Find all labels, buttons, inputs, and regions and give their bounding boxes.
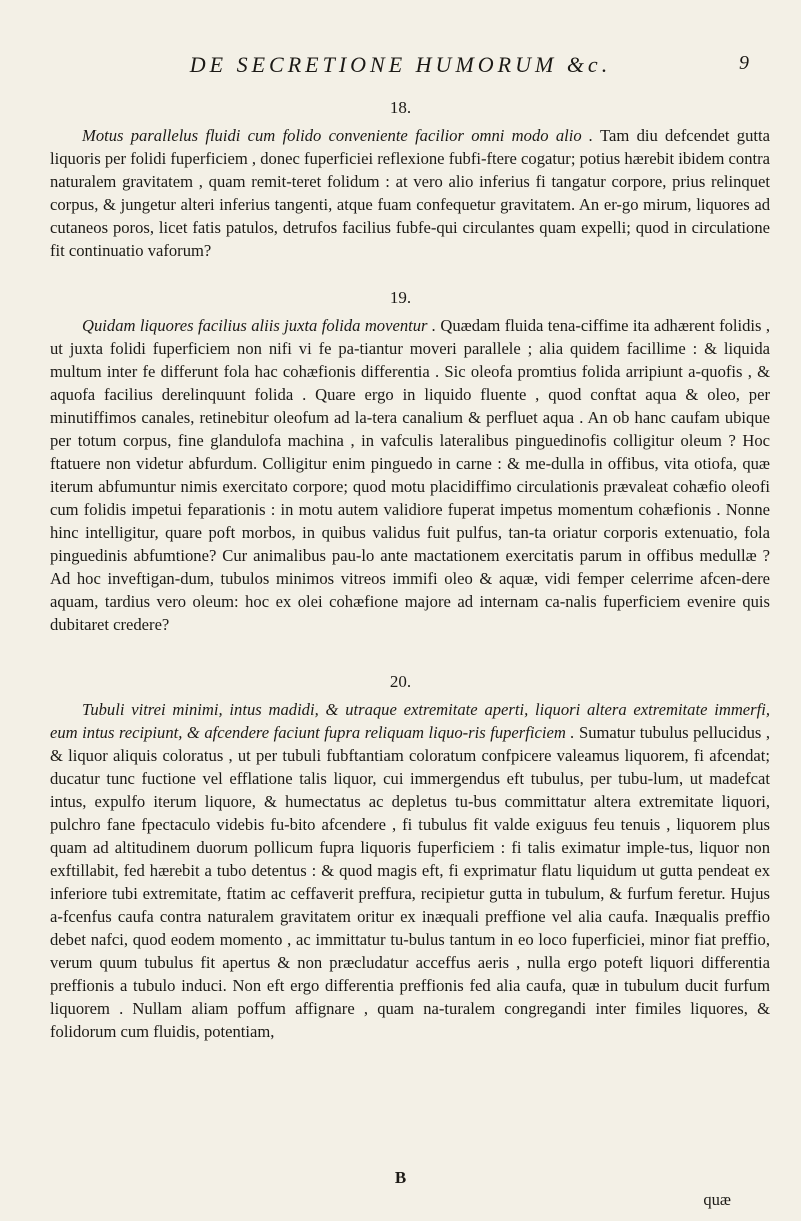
running-head: DE SECRETIONE HUMORUM &c. — [189, 52, 612, 77]
page-number: 9 — [739, 52, 749, 74]
paragraph-lead: Tubuli vitrei minimi, intus madidi, & utraque extremitate aperti, liquori altera extremitate immerfi, eum intus recipiunt, & afcendere faciunt fupra reliquam liquo-ris fuperficiem . — [50, 700, 770, 742]
paragraph — [50, 314, 770, 636]
catchword: quæ — [703, 1190, 731, 1209]
section-number: 18. — [389, 98, 412, 117]
paragraph-body: Sumatur tubulus pellucidus , & liquor aliquis coloratus , ut per tubuli fubftantiam coloratum confpicere valeamus liquorem, fi afcendat; ducatur tunc fuctione vel efflatione talis liquor, cui immergendus eft tubulus, per tubu-lum, ut madefcat intus, expulfo iterum liquore, & humectatus ac depletus tu-bus committatur altera extremitate liquori, pulchro fane fpectaculo videbis fu-bito afcendere , fi tubulus fit valde exiguus feu tenuis , liquorem plus quam ad altitudinem duorum pollicum fupra liquoris fuperficiem : fi talis eximatur imple-tus, liquor non exftillabit, fed hærebit a tubo detentus : & quod magis eft, fi exprimatur flatu liquidum ut gutta pendeat ex inferiore tubi extremitate, ftatim ac ceffaverit preffura, recipietur gutta in tubulum, & furfum feretur. Hujus a-fcenfus caufa contra naturalem gravitatem oritur ex inæquali preffione vel alia caufa. Inæqualis preffio debet nafci, quod eodem momento , ac immittatur tu-bulus tantum in eo loco fuperficiei, minor fiat preffio, verum quum tubulus fit apertus & non præcludatur acceffus aeris , nulla ergo poteft liquori differentia preffionis a tubulo induci. Non eft ergo differentia preffionis fed alia caufa, quæ in tubulum ducit furfum liquorem . Nullam aliam poffum affignare , quam na-turalem congregandi inter fimiles liquores, & folidorum cum fluidis, potentiam, — [50, 723, 770, 1041]
paragraph-body: Quædam fluida tena-ciffime ita adhærent folidis , ut juxta folidi fuperficiem non nifi vi fe pa-tiantur moveri parallele ; alia quidem facillime : & liquida multum inter fe differunt fola hac cohæfionis differentia . Sic oleofa promtius folida arripiunt a-quofis , & aquofa facilius derelinquunt folida . Quare ergo in liquido fluente , quod conftat aqua & oleo, per minutiffimos canales, retinebitur oleofum ad la-tera canalium & perfluet aqua . An ob hanc caufam ubique per totum corpus, fine glandulofa machina , in vafculis lateralibus pinguedinofis colligitur oleum ? Hoc ftatuere non videtur abfurdum. Colligitur enim pinguedo in carne : & me-dulla in offibus, vita otiofa, quæ iterum abfumuntur nimis exercitato corpore; quod motu placidiffimo circulationis prævaleat cohæfio oleofi cum folidis impetui feparationis : in motu autem validiore fuperat impetus momentum cohæfionis . Nonne hinc intelligitur, quare poft morbos, in quibus validus fuit pulfus, tan-ta oriatur corporis extenuatio, fola pinguedinis abfumtione? Cur animalibus pau-lo ante mactationem exercitatis parum in offibus medullæ ? Ad hoc inveftigan-dum, tubulos minimos vitreos immifi oleo & aquæ, vidi femper celerrime afcen-dere aquam, tardius vero oleum: hoc ex olei cohæfione majore ad internam ca-nalis fuperficiem evenire quis dubitaret credere? — [50, 316, 771, 634]
paragraph-lead: Quidam liquores facilius aliis juxta folida moventur . — [82, 316, 437, 335]
paragraph-body: Tam diu defcendet gutta liquoris per folidi fuperficiem , donec fuperficiei reflexione fubfi-ftere cogatur; potius hærebit ibidem contra naturalem gravitatem , quam remit-teret folidum : at vero alio inferius fi tangatur corpore, prius relinquet corpus, & jungetur alteri inferius tangenti, atque fuam confequetur gravitatem. An er-go mirum, liquores ad cutaneos poros, licet fatis patulos, detrufos facilius fubfe-qui circulantes quam expelli; quod in circulatione fit continuatio vaforum? — [50, 126, 770, 260]
signature-mark: B — [394, 1168, 407, 1187]
paragraph — [50, 698, 770, 1043]
paragraph — [50, 124, 770, 262]
section-number: 20. — [389, 672, 412, 691]
paragraph-lead: Motus parallelus fluidi cum folido conveniente facilior omni modo alio . — [82, 126, 594, 145]
section-number: 19. — [389, 288, 412, 307]
